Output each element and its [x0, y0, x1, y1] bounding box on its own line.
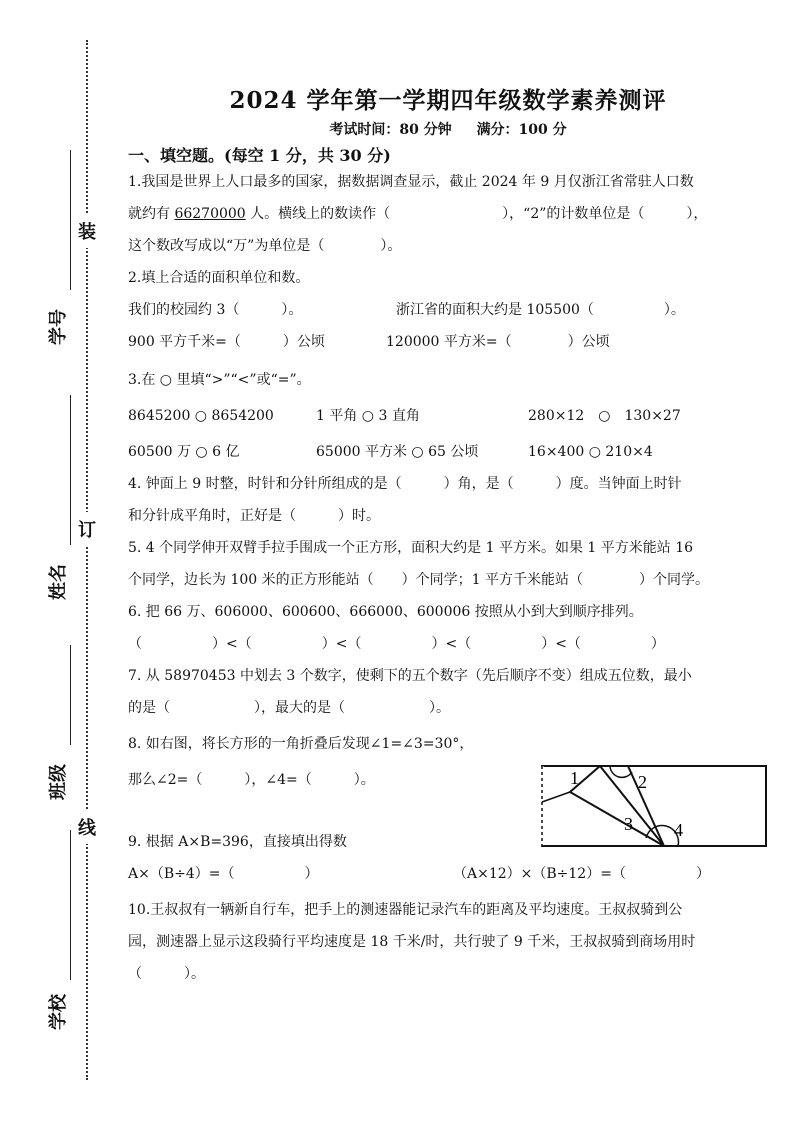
- angle-3-label: 3: [624, 814, 633, 834]
- q2-line1: 2.填上合适的面积单位和数。: [128, 270, 310, 286]
- question-1: [128, 166, 768, 262]
- q1-line2: [128, 198, 768, 230]
- q5-line2[interactable]: 个同学，边长为 100 米的正方形能站（ ）个同学；1 平方千米能站（ ）个同学。: [128, 572, 709, 588]
- binding-dotted-line: [86, 40, 88, 1080]
- q1-text-a: 就约有: [128, 206, 175, 222]
- q10-line2: 园，测速器上显示这段骑行平均速度是 18 千米/时，共行驶了 9 千米，王叔叔骑到商场用时: [128, 934, 696, 950]
- binding-char-xian: 线: [78, 810, 96, 844]
- q3-compare-2[interactable]: 1 平角 ○ 3 直角: [316, 408, 420, 424]
- question-3: [128, 364, 768, 468]
- q10-line1: 10.王叔叔有一辆新自行车，把手上的测速器能记录汽车的距离及平均速度。王叔叔骑到公: [128, 902, 683, 918]
- angle-2-label: 2: [638, 772, 647, 792]
- q1-number: 66270000: [174, 206, 246, 222]
- binding-char-ding: 订: [78, 512, 96, 546]
- q2-b[interactable]: 浙江省的面积大约是 105500（ ）。: [396, 302, 685, 318]
- q5-line1: 5. 4 个同学伸开双臂手拉手围成一个正方形，面积大约是 1 平方米。如果 1 平方米能站 16: [128, 540, 694, 556]
- q6-line2[interactable]: （ ）<（ ）<（ ）<（ ）<（ ）: [128, 636, 665, 652]
- angle-1-label: 1: [570, 768, 579, 788]
- q3-line1: 3.在 ○ 里填“>”“<”或“=”。: [128, 372, 311, 388]
- question-4: [128, 468, 768, 532]
- q4-line2[interactable]: 和分针成平角时，正好是（ ）时。: [128, 508, 380, 524]
- q2-d[interactable]: 120000 平方米=（ ）公顷: [386, 334, 610, 350]
- exam-title: 2024 学年第一学期四年级数学素养测评: [229, 87, 667, 114]
- q3-compare-3[interactable]: 280×12 ○ 130×27: [528, 408, 681, 424]
- binding-char-zhuang: 装: [78, 214, 96, 248]
- q9-a[interactable]: A×（B÷4）=（ ）: [128, 866, 319, 882]
- question-7: [128, 660, 768, 724]
- question-2: [128, 262, 768, 358]
- folded-rectangle-figure: [540, 762, 770, 850]
- q9-line1: 9. 根据 A×B=396，直接填出得数: [128, 834, 347, 850]
- angle-4-label: 4: [674, 820, 683, 840]
- q2-a[interactable]: 我们的校园约 3（ ）。: [128, 302, 303, 318]
- q6-line1: 6. 把 66 万、606000、600600、666000、600006 按照从小到大到顺序排列。: [128, 604, 643, 620]
- q3-compare-5[interactable]: 65000 平方米 ○ 65 公顷: [316, 444, 479, 460]
- q3-compare-1[interactable]: 8645200 ○ 8654200: [128, 408, 274, 424]
- name-label: 姓名: [48, 564, 69, 600]
- q1-line1: 1.我国是世界上人口最多的国家，据数据调查显示，截止 2024 年 9 月仅浙江省常驻人口数: [128, 174, 694, 190]
- q2-c[interactable]: 900 平方千米=（ ）公顷: [128, 334, 325, 350]
- school-line[interactable]: [70, 830, 71, 980]
- school-label: 学校: [48, 994, 69, 1030]
- q8-line2[interactable]: 那么∠2=（ ），∠4=（ ）。: [128, 772, 375, 788]
- q1-line3[interactable]: 这个数改写成以“万”为单位是（ ）。: [128, 238, 402, 254]
- binding-margin: [0, 0, 100, 1124]
- full-score: 满分：100 分: [476, 122, 567, 138]
- class-line[interactable]: [70, 645, 71, 745]
- name-line[interactable]: [70, 395, 71, 545]
- q3-compare-6[interactable]: 16×400 ○ 210×4: [528, 444, 653, 460]
- question-10: [128, 894, 768, 990]
- question-6: [128, 596, 768, 660]
- question-5: [128, 532, 768, 596]
- exam-time: 考试时间：80 分钟: [329, 122, 452, 138]
- student-id-label: 学号: [48, 309, 69, 345]
- q7-line1: 7. 从 58970453 中划去 3 个数字，使剩下的五个数字（先后顺序不变）组成五位数，最小: [128, 668, 692, 684]
- q8-line1: 8. 如右图，将长方形的一角折叠后发现∠1=∠3=30°，: [128, 736, 474, 752]
- q7-line2[interactable]: 的是（ ），最大的是（ ）。: [128, 700, 450, 716]
- q3-compare-4[interactable]: 60500 万 ○ 6 亿: [128, 444, 240, 460]
- q10-line3[interactable]: （ ）。: [128, 966, 205, 982]
- q9-b[interactable]: （A×12）×（B÷12）=（ ）: [453, 866, 710, 882]
- fold-triangle: [570, 766, 664, 846]
- exam-content: [128, 82, 768, 990]
- exam-info: [128, 119, 768, 139]
- q1-text-b[interactable]: 人。横线上的数读作（ ），“2”的计数单位是（ ），: [245, 206, 708, 222]
- section-title: 一、填空题。(每空 1 分，共 30 分): [128, 146, 391, 165]
- fold-edge: [542, 792, 570, 802]
- student-id-line[interactable]: [70, 150, 71, 290]
- q4-line1[interactable]: 4. 钟面上 9 时整，时针和分针所组成的是（ ）角，是（ ）度。当钟面上时针: [128, 476, 682, 492]
- class-label: 班级: [48, 764, 69, 800]
